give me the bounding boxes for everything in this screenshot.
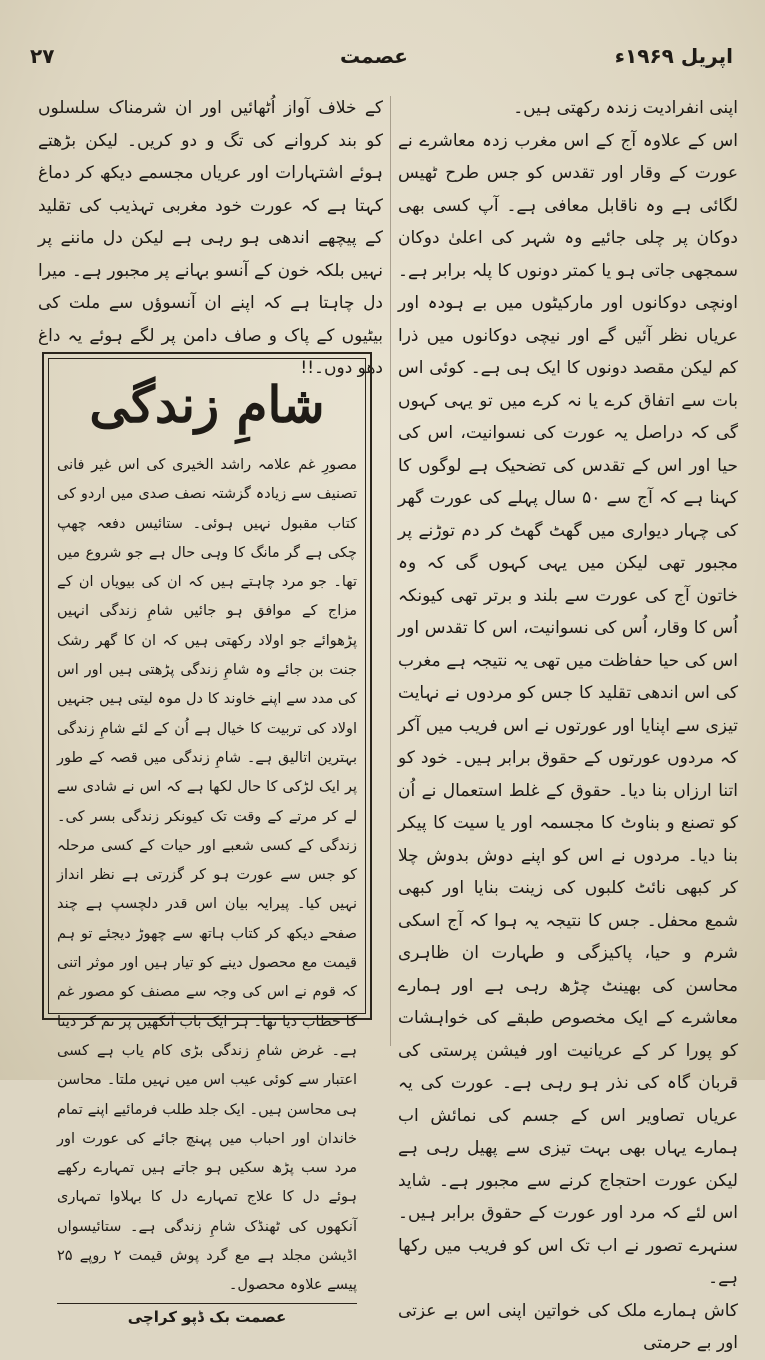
advertisement-publisher: عصمت بک ڈپو کراچی (127, 1307, 287, 1326)
page-number: ۲۷ (30, 44, 55, 68)
advertisement-frame (48, 358, 366, 1326)
footer-rule (57, 1303, 357, 1304)
column-divider (390, 96, 391, 1046)
left-article-column (38, 92, 383, 385)
magazine-title: عصمت (340, 44, 408, 68)
right-article-column (398, 92, 738, 1360)
book-advertisement (42, 352, 372, 1326)
paragraph-closing: کاش ہمارے ملک کی خواتین اپنی اس بے عزتی اور بے حرمتی (398, 1300, 738, 1353)
paragraph-main: اس کے علاوہ آج کے اس مغرب زدہ معاشرے نے عورت کے وقار اور تقدس کو جس طرح ٹھیس لگائی ہے وہ ناقابل معافی ہے۔ آپ کسی بھی دوکان پر چلی جائیے وہ شہر کی اعلیٰ دوکان سمجھی جاتی ہو یا کمتر دونوں کا پلہ برابر ہے۔ اونچی دوکانوں اور مارکیٹوں میں بے ہودہ اور عریاں نظر آئیں گے اور نیچی دوکانوں میں ذرا کم لیکن مقصد دونوں کا ایک ہی ہے۔ کوئی اس بات سے اتفاق کرے یا نہ کرے میں تو یہی کہوں گی کہ دراصل یہ عورت کی نسوانیت، اس کی حیا اور اس کے تقدس کی تضحیک ہے لوگوں کا کہنا ہے کہ آج سے ۵۰ سال پہلے کی عورت گھر کی چہار دیواری میں گھٹ گھٹ کر دم توڑنے پر مجبور تھی لیکن میں یہی کہوں گی کہ وہ خاتون آج کی عورت سے بلند و برتر تھی کیونکہ اُس کا وقار، اُس کی نسوانیت، اس کا تقدس اور اس کی حیا حفاظت میں تھی یہ نتیجہ ہے مغرب کی اس اندھی تقلید کا جس کو مردوں نے نہایت تیزی سے اپنایا اور عورتوں نے اس فریب میں آکر کہ مردوں عورتوں کے حقوق برابر ہیں۔ خود کو اتنا ارزاں بنا دیا۔ حقوق کے غلط استعمال نے اُن کو تصنع و بناوٹ کا مجسمہ اور یا سیت کا پیکر بنا دیا۔ مردوں نے اس کو اپنے دوش بدوش چلا کر کبھی نائٹ کلبوں کی زینت بنایا اور کبھی شمع محفل۔ جس کا نتیجہ یہ ہوا کہ آج اسکی شرم و حیا، پاکیزگی و طہارت ان ظاہری محاسن کی بھینٹ چڑھ رہی ہے اور ہمارے معاشرے کے ایک مخصوص طبقے کی خواہشات کو پورا کر کے عریانیت اور فیشن پرستی کی قربان گاہ کی نذر ہو رہی ہے۔ عورت کی یہ عریاں تصاویر اس کے جسم کی نمائش اب ہمارے یہاں بھی بہت تیزی سے پھیل رہی ہے لیکن عورت احتجاج کرنے سے مجبور ہے۔ شاید اس لئے کہ مرد اور عورت کے حقوق برابر ہیں۔ سنہرے تصور نے اب تک اس کو فریب میں رکھا ہے۔ (398, 130, 738, 1288)
paragraph-opening: اپنی انفرادیت زندہ رکھتی ہیں۔ (513, 98, 738, 118)
advertisement-body: مصورِ غم علامہ راشد الخیری کی اس غیر فانی تصنیف سے زیادہ گزشتہ نصف صدی میں اردو کی کتاب مقبول نہیں ہوئی۔ ستائیس دفعہ چھپ چکی ہے گر مانگ کا وہی حال ہے جو شروع میں تھا۔ جو مرد چاہتے ہیں کہ ان کی بیویاں ان کے مزاج کے موافق ہو جائیں شامِ زندگی انہیں پڑھوائے جو اولاد رکھتی ہیں کہ ان کا گھر رشک جنت بن جائے وہ شامِ زندگی پڑھتی ہیں اور اس کی مدد سے اپنے خاوند کا دل موہ لیتی ہیں جنہیں اولاد کی تربیت کا خیال ہے اُن کے لئے شامِ زندگی بہترین اتالیق ہے۔ شامِ زندگی میں قصہ کے طور پر ایک لڑکی کا حال لکھا ہے کہ اس نے شادی سے لے کر مرتے کے وقت تک کیونکر زندگی بسر کی۔ زندگی کے کسی شعبے اور حیات کے کسی مرحلہ کو جس سے عورت ہو کر گزرتی ہے نظر انداز نہیں کیا۔ پیرایہ بیان اس قدر دلچسپ ہے چند صفحے دیکھ کر کتاب ہاتھ سے چھوڑ دیجئے تو ہم قیمت مع محصول دینے کو تیار ہیں اور موثر اتنی کہ قوم نے اس کی وجہ سے مصنف کو مصور غم کا خطاب دیا تھا۔ ہر ایک باب آنکھیں پر نم کر دیتا ہے۔ غرض شامِ زندگی بڑی کام یاب ہے کسی اعتبار سے کوئی عیب اس میں نہیں ملتا۔ محاسن ہی محاسن ہیں۔ ایک جلد طلب فرمائیے اپنے تمام خاندان اور احباب میں پہنچ جائے کی عورت اور مرد سب پڑھ سکیں ہو جاتے ہیں تمہارے رکھے ہوئے دل کا علاج تمہارے دل کا بہلاوا تمہاری آنکھوں کی ٹھنڈک شامِ زندگی ہے۔ ستائیسواں اڈیشن مجلد ہے مع گرد پوش قیمت ۲ روپے ۲۵ پیسے علاوہ محصول۔ (57, 457, 357, 1294)
advertisement-title: شامِ زندگی (89, 375, 325, 434)
issue-date: اپریل ۱۹۶۹ء (614, 44, 733, 68)
paragraph-continuation: کے خلاف آواز اُٹھائیں اور ان شرمناک سلسلوں کو بند کروانے کی تگ و دو کریں۔ لیکن بڑھتے ہوئے اشتہارات اور عریاں مجسمے دیکھ کر دماغ کہتا ہے کہ عورت خود مغربی تہذیب کی تقلید کے پیچھے اندھی ہو رہی ہے لیکن دل ماننے پر نہیں بلکہ خون کے آنسو بہانے پر مجبور ہے۔ میرا دل چاہتا ہے کہ اپنے ان آنسوؤں سے ملت کی بیٹیوں کے پاک و صاف دامن پر لگے ہوئے یہ داغ دھو دوں۔!! (38, 98, 383, 378)
